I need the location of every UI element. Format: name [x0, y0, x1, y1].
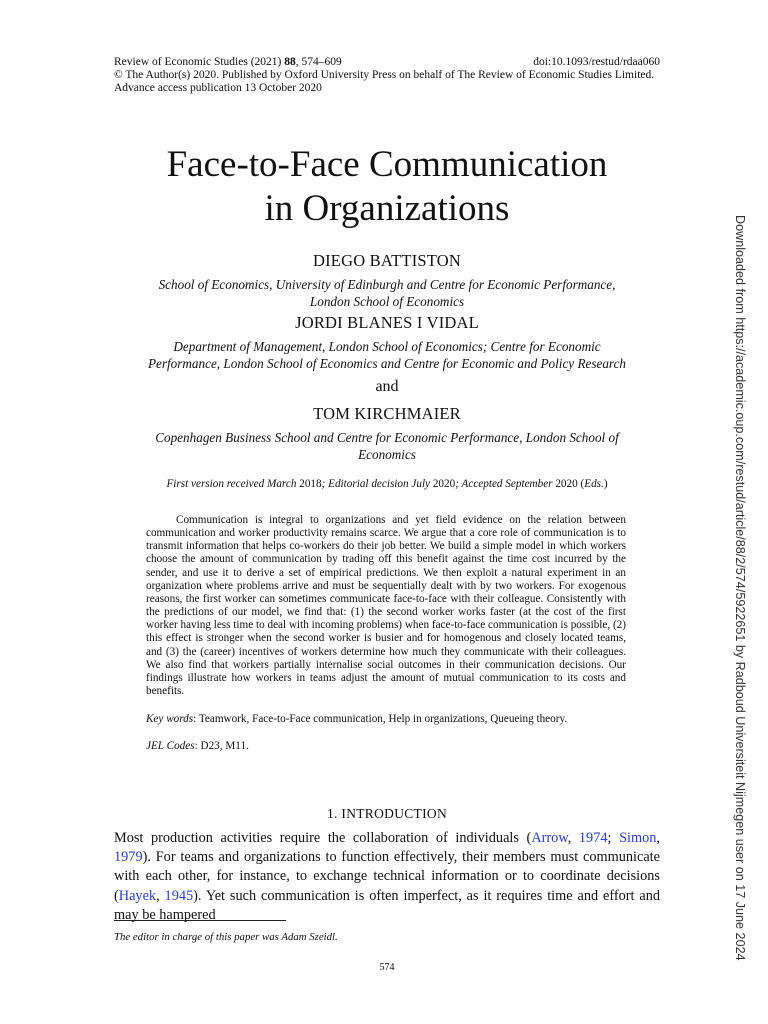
author-name: TOM KIRCHMAIER: [313, 404, 461, 423]
citation-link[interactable]: 1979: [114, 849, 143, 866]
author-affiliation: Department of Management, London School of Economics; Centre for Economic Performance, London School of Economics and Centre for Economic and Policy Research: [147, 339, 627, 371]
advance-access-line: Advance access publication 13 October 2020: [114, 82, 322, 94]
jel-codes: JEL Codes: D23, M11.: [146, 740, 249, 752]
footnote: The editor in charge of this paper was Adam Szeidl.: [114, 931, 338, 943]
author-conjunction: and: [375, 378, 399, 395]
paper-title: Face-to-Face Communication in Organizations: [166, 144, 608, 229]
author-name: DIEGO BATTISTON: [313, 251, 461, 270]
journal-citation: Review of Economic Studies (2021) 88, 574–609: [114, 56, 342, 68]
keywords: Key words: Teamwork, Face-to-Face communication, Help in organizations, Queueing theory.: [146, 713, 568, 725]
abstract: Communication is integral to organizations and yet field evidence on the relation between communication and worker productivity remains scarce. We argue that a core role of communication is to transmit information that helps co-workers do their job better. We build a simple model in which workers choose the amount of communication by trading off this benefit against the time cost incurred by the sender, and use it to derive a set of empirical predictions. We then exploit a natural experiment in an organization where problems arrive and must be sequentially dealt with by two workers. For exogenous reasons, the first worker can sometimes communicate face-to-face with their colleague. Consistently with the predictions of our model, we find that: (1) the second worker works faster (at the cost of the first worker having less time to deal with incoming problems) when face-to-face communication is possible, (2) this effect is stronger when the second worker is busier and for homogenous and closely located teams, and (3) the (career) incentives of workers determine how much they communicate with their colleagues. We also find that workers partially internalise social outcomes in their communication decisions. Our findings illustrate how workers in teams adjust the amount of mutual communication to its costs and benefits.: [146, 514, 626, 698]
page-number: 574: [379, 962, 395, 973]
doi[interactable]: doi:10.1093/restud/rdaa060: [533, 56, 660, 68]
submission-dates: First version received March 2018; Editorial decision July 2020; Accepted September 2020 (Eds.): [166, 478, 608, 490]
citation-link[interactable]: Hayek: [118, 887, 157, 904]
citation-link[interactable]: Arrow: [531, 830, 568, 846]
author-affiliation: School of Economics, University of Edinburgh and Centre for Economic Performance, London School of Economics: [158, 277, 616, 309]
citation-link[interactable]: 1974: [578, 830, 608, 846]
download-watermark: Downloaded from https://academic.oup.com/restud/article/88/2/574/5922651 by Radboud Universiteit Nijmegen user on 17 June 2024: [733, 215, 747, 961]
footnote-rule: [114, 920, 286, 921]
intro-paragraph: Most production activities require the collaboration of individuals (Arrow, 1974; Simon, 1979). For teams and organizations to function effectively, their members must communicate with each other, for instance, to exchange technical information or to coordinate decisions (Hayek, 1945). Yet such communication is often imperfect, as it requires time and effort and may be hampered: [114, 830, 660, 923]
author-affiliation: Copenhagen Business School and Centre for Economic Performance, London School of Economics: [155, 430, 619, 462]
citation-link[interactable]: 1945: [164, 887, 194, 904]
copyright-line: © The Author(s) 2020. Published by Oxford University Press on behalf of The Review of Economic Studies Limited.: [114, 69, 655, 81]
section-heading: 1. INTRODUCTION: [327, 806, 447, 821]
citation-link[interactable]: Simon: [619, 830, 657, 846]
author-name: JORDI BLANES I VIDAL: [295, 313, 479, 332]
journal-header: [114, 56, 660, 69]
